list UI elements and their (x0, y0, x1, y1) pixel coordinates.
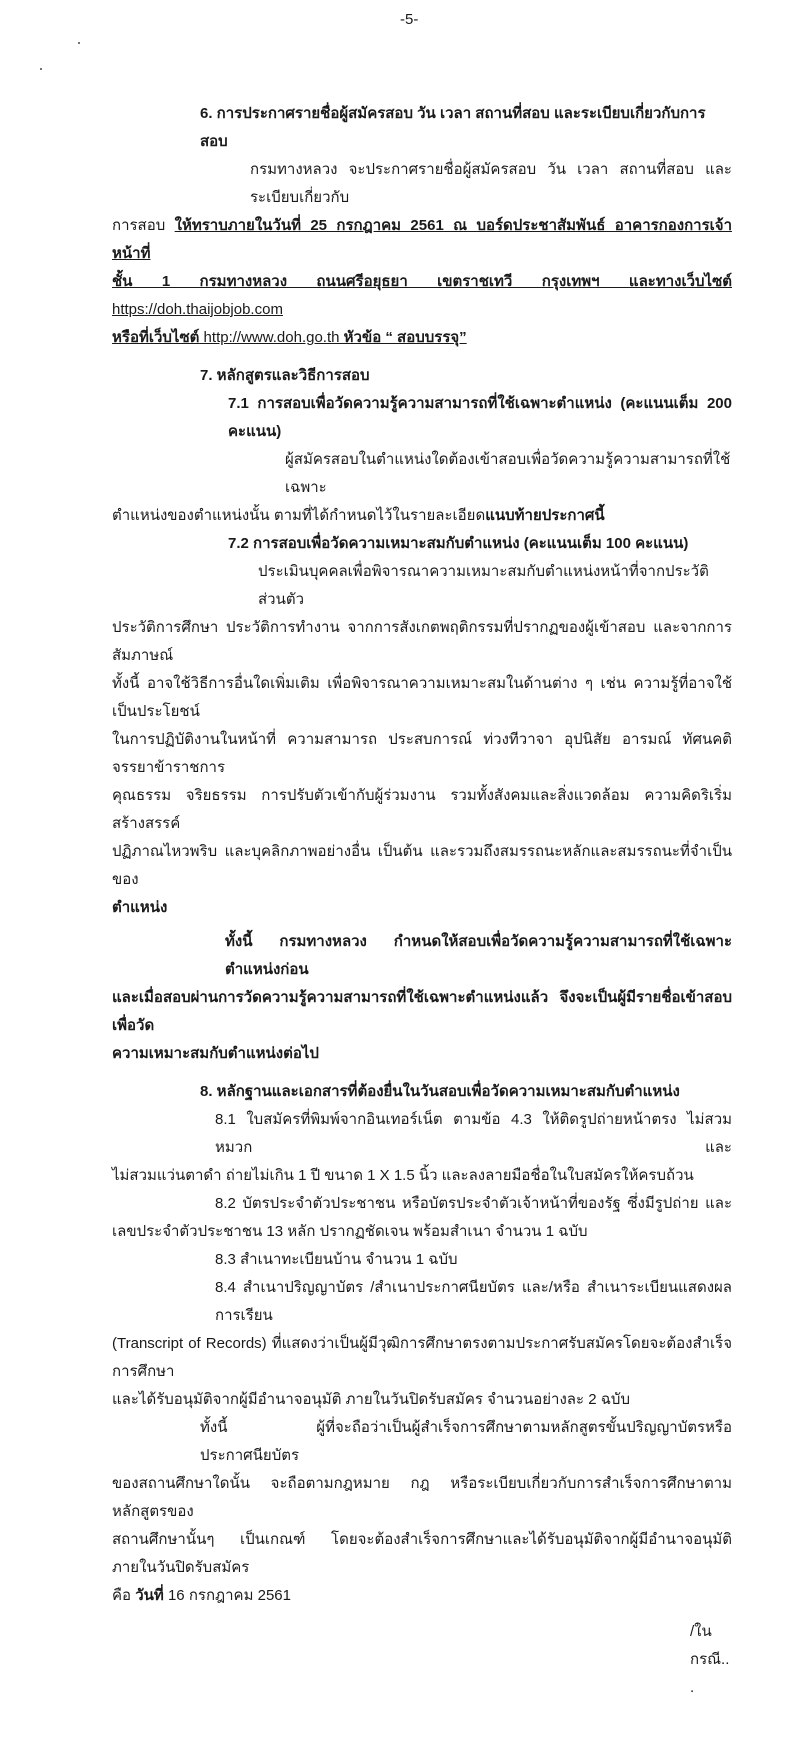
text-segment: 8.2 บัตรประจำตัวประชาชน หรือบัตรประจำตัวเจ้าหน้าที่ของรัฐ ซึ่งมีรูปถ่าย และ (215, 1195, 732, 1212)
paragraph-line (112, 726, 732, 782)
paragraph-line (112, 782, 732, 838)
text-segment: สถานศึกษานั้นๆ เป็นเกณฑ์ โดยจะต้องสำเร็จการศึกษาและได้รับอนุมัติจากผู้มีอำนาจอนุมัติภายในวันปิดรับสมัคร (112, 1531, 732, 1576)
bold-text: และเมื่อสอบผ่านการวัดความรู้ความสามารถที่ใช้เฉพาะตำแหน่งแล้ว จึงจะเป็นผู้มีรายชื่อเข้าสอบเพื่อวัด (112, 989, 732, 1034)
paragraph-line (112, 1526, 732, 1582)
section-heading (112, 362, 732, 390)
paragraph-line (112, 1162, 732, 1190)
section-heading (112, 100, 732, 156)
paragraph-line (112, 268, 732, 324)
paragraph-line (112, 1470, 732, 1526)
paragraph-line (112, 838, 732, 894)
text-segment: ทั้งนี้ อาจใช้วิธีการอื่นใดเพิ่มเติม เพื่อพิจารณาความเหมาะสมในด้านต่าง ๆ เช่น ความรู้ที่อาจใช้เป็นประโยชน์ (112, 675, 732, 720)
paragraph-line (112, 212, 732, 268)
text-segment: ในการปฏิบัติงานในหน้าที่ ความสามารถ ประสบการณ์ ท่วงทีวาจา อุปนิสัย อารมณ์ ทัศนคติ จรรยาข้าราชการ (112, 731, 732, 776)
paragraph-line (112, 614, 732, 670)
bold-text: แนบท้ายประกาศนี้ (485, 507, 605, 524)
text-segment: ไม่สวมแว่นตาดำ ถ่ายไม่เกิน 1 ปี ขนาด 1 X 1.5 นิ้ว และลงลายมือชื่อในใบสมัครให้ครบถ้วน (112, 1167, 694, 1184)
paragraph-line (112, 1330, 732, 1386)
underlined-text: หัวข้อ “ สอบบรรจุ” (339, 329, 467, 346)
paragraph-line (112, 984, 732, 1040)
text-segment: ปฏิภาณไหวพริบ และบุคลิกภาพอย่างอื่น เป็นต้น และรวมถึงสมรรถนะหลักและสมรรถนะที่จำเป็นของ (112, 843, 732, 888)
paragraph-line (112, 1190, 732, 1218)
text-segment: 8.1 ใบสมัครที่พิมพ์จากอินเทอร์เน็ต ตามข้อ 4.3 ให้ติดรูปถ่ายหน้าตรง ไม่สวมหมวก และ (215, 1111, 732, 1156)
text-segment: (Transcript of Records) ที่แสดงว่าเป็นผู้มีวุฒิการศึกษาตรงตามประกาศรับสมัครโดยจะต้องสำเร็จการศึกษา (112, 1335, 732, 1380)
paragraph-line (112, 1106, 732, 1162)
text-segment: ตำแหน่งของตำแหน่งนั้น ตามที่ได้กำหนดไว้ในรายละเอียด (112, 507, 486, 524)
text-segment: 16 กรกฎาคม 2561 (163, 1587, 291, 1604)
scan-speck (78, 42, 80, 44)
bold-text: 7.2 การสอบเพื่อวัดความเหมาะสมกับตำแหน่ง (คะแนนเต็ม 100 คะแนน) (228, 535, 689, 552)
underlined-text: หรือที่เว็บไซต์ (112, 329, 200, 346)
text-segment: ประเมินบุคคลเพื่อพิจารณาความเหมาะสมกับตำแหน่งหน้าที่จากประวัติส่วนตัว (258, 563, 709, 608)
text-segment: คุณธรรม จริยธรรม การปรับตัวเข้ากับผู้ร่วมงาน รวมทั้งสังคมและสิ่งแวดล้อม ความคิดริเริ่มสร้างสรรค์ (112, 787, 732, 832)
text-segment: ของสถานศึกษาใดนั้น จะถือตามกฎหมาย กฎ หรือระเบียบเกี่ยวกับการสำเร็จการศึกษาตามหลักสูตรของ (112, 1475, 732, 1520)
text-segment: เลขประจำตัวประชาชน 13 หลัก ปรากฏชัดเจน พร้อมสำเนา จำนวน 1 ฉบับ (112, 1223, 588, 1240)
bold-text: ตำแหน่ง (112, 899, 168, 916)
bold-text: 6. การประกาศรายชื่อผู้สมัครสอบ วัน เวลา สถานที่สอบ และระเบียบเกี่ยวกับการสอบ (200, 105, 706, 150)
text-segment: ทั้งนี้ ผู้ที่จะถือว่าเป็นผู้สำเร็จการศึกษาตามหลักสูตรขั้นปริญญาบัตรหรือประกาศนียบัตร (200, 1419, 732, 1464)
paragraph-line (112, 446, 732, 502)
section-heading (112, 1078, 732, 1106)
page-number: -5- (400, 11, 419, 28)
text-segment: 8.3 สำเนาทะเบียนบ้าน จำนวน 1 ฉบับ (215, 1251, 458, 1268)
text-segment: ผู้สมัครสอบในตำแหน่งใดต้องเข้าสอบเพื่อวัดความรู้ความสามารถที่ใช้เฉพาะ (285, 451, 731, 496)
paragraph-line (112, 1274, 732, 1330)
continuation-marker (112, 1618, 732, 1702)
paragraph-line (112, 1040, 732, 1068)
bold-text: ทั้งนี้ กรมทางหลวง กำหนดให้สอบเพื่อวัดความรู้ความสามารถที่ใช้เฉพาะตำแหน่งก่อน (225, 933, 732, 978)
text-segment: คือ (112, 1587, 136, 1604)
text-segment: การสอบ (112, 217, 175, 234)
bold-text: 8. หลักฐานและเอกสารที่ต้องยื่นในวันสอบเพื่อวัดความเหมาะสมกับตำแหน่ง (200, 1083, 680, 1100)
text-segment: ประวัติการศึกษา ประวัติการทำงาน จากการสังเกตพฤติกรรมที่ปรากฏของผู้เข้าสอบ และจากการสัมภาษณ์ (112, 619, 732, 664)
underlined-text: ให้ทราบภายในวันที่ 25 กรกฎาคม 2561 ณ บอร์ดประชาสัมพันธ์ อาคารกองการเจ้าหน้าที่ (112, 217, 732, 262)
bold-text: ความเหมาะสมกับตำแหน่งต่อไป (112, 1045, 319, 1062)
text-segment: กรมทางหลวง จะประกาศรายชื่อผู้สมัครสอบ วัน เวลา สถานที่สอบ และระเบียบเกี่ยวกับ (250, 161, 732, 206)
underlined-text: http://www.doh.go.th (199, 329, 340, 346)
bold-text: วันที่ (135, 1587, 164, 1604)
bold-text: 7. หลักสูตรและวิธีการสอบ (200, 367, 370, 384)
underlined-text: ชั้น 1 กรมทางหลวง ถนนศรีอยุธยา เขตราชเทวี กรุงเทพฯ และทางเว็บไซต์ (112, 273, 732, 290)
paragraph-line (112, 324, 732, 352)
paragraph-line (112, 894, 732, 922)
text-segment: 8.4 สำเนาปริญญาบัตร /สำเนาประกาศนียบัตร และ/หรือ สำเนาระเบียนแสดงผลการเรียน (215, 1279, 732, 1324)
paragraph-line (112, 558, 732, 614)
section-heading (112, 530, 732, 558)
text-segment: /ในกรณี... (690, 1623, 730, 1696)
underlined-text: https://doh.thaijobjob.com (112, 301, 283, 318)
paragraph-line (112, 1386, 732, 1414)
paragraph-line (112, 1414, 732, 1470)
paragraph-line (112, 502, 732, 530)
document-body (112, 0, 732, 1742)
paragraph-line (112, 670, 732, 726)
text-segment: และได้รับอนุมัติจากผู้มีอำนาจอนุมัติ ภายในวันปิดรับสมัคร จำนวนอย่างละ 2 ฉบับ (112, 1391, 630, 1408)
paragraph-line (112, 1246, 732, 1274)
paragraph-line (112, 1582, 732, 1610)
paragraph-line (112, 156, 732, 212)
paragraph-line (112, 928, 732, 984)
section-heading (112, 390, 732, 446)
scan-speck (40, 68, 42, 70)
paragraph-line (112, 1218, 732, 1246)
bold-text: 7.1 การสอบเพื่อวัดความรู้ความสามารถที่ใช้เฉพาะตำแหน่ง (คะแนนเต็ม 200 คะแนน) (228, 395, 732, 440)
